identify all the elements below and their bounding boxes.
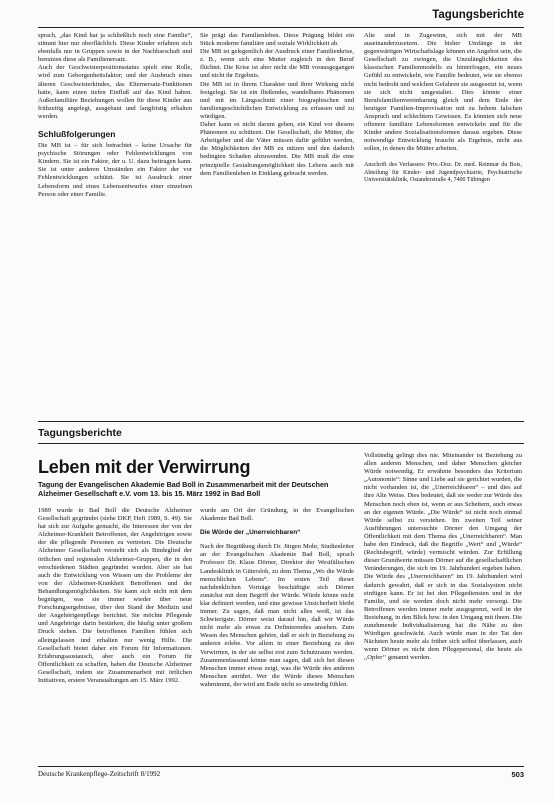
paragraph: wurde am Ort der Gründung, in der Evangelischen Akademie Bad Boll.: [200, 507, 354, 523]
running-header: Tagungsberichte: [432, 9, 524, 21]
paragraph: Die MB ist – für sich betrachtet – keine Ursache für psychische Störungen oder Fehlentwicklungen von Kindern. Sie ist ein Faktor, der u. U. dazu beitragen kann. Sie ist unter anderen Umständen ein Faktor der vor Fehlentwicklungen schützt. Sie ist Ausdruck einer Lebensform und eines Lebensentwurfes einer einzelnen Person oder einer Familie.: [38, 142, 192, 198]
paragraph: Die MB ist gelegentlich der Ausdruck einer Familienkrise, z. B., wenn sich eine Mutter zugleich in den Beruf flüchtet. Die Krise ist aber nicht die MB vorausgegangen und nicht ihr Ergebnis.: [200, 48, 354, 80]
paragraph: Vollständig gelingt dies nie. Miteinander ist Beziehung zu allen anderen Menschen, und daher Menschen gleicher Würde notwendig. Er erwähnte besonders das Kriterium „Autonomie“: Sinne und Liebe auf sie gerichtet wurden, die nicht vorhanden ist, die „Unerreichbaren“ – und dies auf ihre Alte Weise. Dies bedeutet, daß sie weder zur Würde des Menschen noch eben ist, wenn er aus Scheitern, auch etwas an der eigenen Würde. „Die Würde“ ist nicht noch einmal Würde selbst zu verstehen. Im zweiten Teil seiner Ausführungen untersuchte Dörner den Umgang der Öffentlichkeit mit dem Thema des „Unerreichbaren“. Man habe den Eindruck, daß die Begriffe „Wert“ und „Würde“ (Rechtsbegriff, würde) vermischt würden. Zur Erfüllung dieser Grundwerte müssen Dörner auf die gesellschaftlichen Veränderungen, die sich im 19. Jahrhundert ergeben haben. Die Würde des „Unerreichbaren“ im 19. Jahrhundert wird dadurch gewahrt, daß er sich in das Sozialsystem nicht einfügen kann. Er ist bei den Pflegediensten und in der Familie, und sie werden doch nicht mehr versorgt. Die Betroffenen werden immer mehr ausgegrenzt, weil in der Beziehung, in den Blick bzw. in den Umgang mit ihnen. Die zunehmende Individualisierung hat die Nähe zu den Würdigen geschwächt. Auch würde man in der Tat den Nächsten heute mehr als früher sich selbst überlassen, auch wenn Dörner es nicht dem Pflegepersonal, die heute als ,,Opfer‘‘ genannt werden.: [364, 452, 522, 662]
article-column-1: [38, 507, 192, 685]
paragraph: Nach der Begrüßung durch Dr. Jürgen Mohr, Studienleiter an der Evangelischen Akademie Bad Boll, sprach Professor Dr. Klaus Dörner, Direktor der Westfälischen Landesklinik in Gütersloh, zu dem Thema „Wo die Würde menschlichen Lebens“. Im ersten Teil dieser nachdenklichen Vorträge beschäftigte sich Dörner zunächst mit dem Begriff der Würde. Würde könne nicht klar definiert werden, und eine gewisse Unsicherheit bleibt immer. Zu sagen, daß man nicht alles weiß, ist das Schwierigste. Dörner weist darauf hin, daß wir Würde nicht mehr als etwas zu Definierendes ansehen. Zum Wesen des Menschen gehöre, daß er sich in Beziehung zu anderen erlebe. Vor allem in einer Beziehung zu den Verwirrten, in der sie selbst erst zum Schutzraum werden. Zusammenfassend könne man sagen, daß sich bei diesen Menschen immer etwas zeigt, was die Würde des anderen Menschen anrührt. Wer die Würde dieses Menschen wahrnimmt, der wird am Ende nicht so unwürdig fühlen.: [200, 543, 354, 688]
top-column-2: [200, 32, 354, 178]
top-column-1: [38, 32, 192, 199]
subheading: Schlußfolgerungen: [38, 129, 116, 140]
paragraph: Daher kann es nicht darum gehen, ein Kind vor diesem Phänomen zu schützen. Die Gesellschaft, die Mütter, die Arbeitgeber und die Väter müssen dafür geführt werden, die Möglichkeiten der MB zu nützen und den dadurch bedingten Schaden abzuwenden. Die MB muß die eine prinzipielle Gestaltungsmöglichkeit des Lebens auch mit dem Familienleben in Einklang gebracht werden.: [200, 121, 354, 177]
article-title: Leben mit der Verwirrung: [38, 457, 251, 477]
top-column-3: [364, 32, 522, 185]
author-address: Anschrift des Verfassers: Priv.-Doz. Dr. med. Reinmar du Bois, Abteilung für Kinder- und Jugendpsychiatrie, Psychiatrische Universitätsklinik, Osianderstraße 4, 7400 Tübingen: [364, 162, 522, 184]
article-column-2: [200, 507, 354, 689]
section-label-rule: [38, 443, 524, 444]
paragraph: Alte sind in Zugewinn, sich mit der MB auseinanderzusetzen. Die bisher Umfänge in der gegenwärtigen Wirtschaftslage können ein Angebot sein, die Gesellschaft zu zwingen, die Unzulänglichkeiten des klassischen Familienmodells zu hinterfragen, ein neues Gefühl zu entwickeln, wie Familie bedeutet, wie sie ebenso nicht bedroht und welchen Gefahren sie ausgesetzt ist, wenn sie sich nicht umgestaltet. Dies könnte einer Berufsfamilienvereinbarung gleich und dem Ende der heutigen Familien-Improvisation mit zu hohem falschen Anspruch und schlechtem Gewissen. Es könnten sich neue offenere familiäre Lebensformen entwickeln und für die Kinder andere Sozialisationsformen daraus ergeben. Diese notwendige Entwicklung braucht als Ergebnis, nicht aus sollen, in denen die Mütter arbeiten.: [364, 32, 522, 153]
section-label: Tagungsberichte: [38, 427, 122, 439]
paragraph: sprach, „das Kind hat ja schließlich noch eine Familie“, stimmt hier nur oberflächlich. Diese Kinder erfahren sich ebenfalls nur in Gruppen sowie in der Nachbarschaft und benutzen diese als Familienersatz.: [38, 32, 192, 64]
footer-publication: Deutsche Krankenpflege-Zeitschrift 8/1992: [38, 770, 161, 778]
article-column-3: [364, 452, 522, 662]
paragraph: Sie prägt das Familienleben. Diese Prägung bildet ein Stück moderne familiäre und soziale Wirklichkeit ab.: [200, 32, 354, 48]
article-deck: Tagung der Evangelischen Akademie Bad Boll in Zusammenarbeit mit der Deutschen Alzheimer Gesellschaft e.V. vom 13. bis 15. März 1992 in Bad Boll: [38, 480, 329, 498]
subheading: Die Würde der „Unerreichbaren“: [200, 529, 301, 537]
page-number: 503: [511, 770, 524, 779]
section-divider-rule: [38, 421, 524, 422]
paragraph: Die MB ist in ihrem Charakter und ihrer Wirkung nicht festgelegt. Sie ist ein fließendes, wandelbares Phänomen und mit im Längsschnitt einer biographischen und familiengeschichtlichen Entwicklung zu erfassen und zu würdigen.: [200, 80, 354, 120]
paragraph: 1989 wurde in Bad Boll die Deutsche Alzheimer Gesellschaft gegründet (siehe DKP, Heft 1989, S. 49). Sie hat sich zur Aufgabe gemacht, die Interessen der von der Alzheimer-Krankheit Betroffenen, der Angehörigen sowie der die pflegende Personen zu vertreten. Die Deutsche Alzheimer Gesellschaft versteht sich als Bindeglied der örtlichen und regionalen Alzheimer-Gruppen, die in den verschiedenen Städten gegründet wurden. Aber sie hat auch die Entwicklung von Wissen um die Probleme der von der Alzheimer-Krankheit Betroffenen und der Behandlungsmöglichkeiten. Sie kann sich nicht mit dem begnügen, was sie immer wieder über neue Forschungsergebnisse, über den Stand der Medizin und der Angehörigenpflege berichtet. Sie möchte Pflegende und Angehörige darin bestärken, die häufig unter großem Druck stehen. Die betroffenen Familien fühlen sich alleingelassen und erhalten nur wenig Hilfe. Die Gesellschaft bietet daher ein Forum für Informationen. Erfahrungsaustausch, aber auch ein Forum für Öffentlichkeit zu schaffen, haben die Deutsche Alzheimer Gesellschaft, indem sie Zusammenarbeit mit örtlichen Initiativen, erstere Veranstaltungen am 15. März 1992.: [38, 507, 192, 684]
footer-rule: [38, 766, 524, 767]
header-rule: [38, 27, 524, 28]
paragraph: Auch der Geschwisterpositionsstatus spielt eine Rolle, wird zum Geborgenheitsfaktor; und der Ausbruch eines älteren Geschwisterkindes, das Elternersatz-Funktionen hatte, kann einen tiefen Einfluß auf das Kind haben. Außerfamiliäre Beziehungen wollen für diese Kinder aus frühzeitig angelegt, ausgebaut und langfristig erhalten werden.: [38, 64, 192, 120]
